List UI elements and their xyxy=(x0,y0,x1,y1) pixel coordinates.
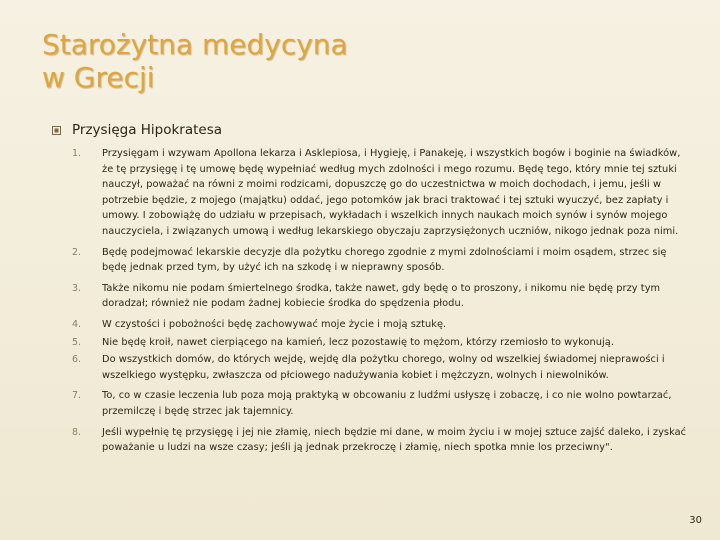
title-line-1: Starożytna medycyna xyxy=(42,28,348,61)
item-number: 2. xyxy=(72,246,82,258)
item-text: Nie będę kroił, nawet cierpiącego na kamień, lecz pozostawię to mężom, którzy rzemiosło to wykonują. xyxy=(102,336,615,348)
oath-list xyxy=(72,146,692,461)
list-item xyxy=(72,388,692,419)
item-number: 5. xyxy=(72,336,82,348)
item-text: Jeśli wypełnię tę przysięgę i jej nie złamię, niech będzie mi dane, w moim życiu i w mojej sztuce zajść daleko, i zyskać poważanie u ludzi na wsze czasy; jeśli ją jednak przekroczę i złamię, niech spotka mnie los przeciwny". xyxy=(102,426,687,454)
item-number: 7. xyxy=(72,390,82,402)
bullet-heading-row xyxy=(52,122,222,138)
list-item xyxy=(72,146,692,240)
item-number: 1. xyxy=(72,148,82,159)
title-line-2: w Grecji xyxy=(42,61,155,94)
oath-heading: Przysięga Hipokratesa xyxy=(72,122,223,138)
list-item xyxy=(72,335,692,351)
bullet-icon xyxy=(52,126,61,135)
item-number: 3. xyxy=(72,282,82,294)
list-item xyxy=(72,245,692,276)
list-item xyxy=(72,425,692,456)
item-text: Do wszystkich domów, do których wejdę, wejdę dla pożytku chorego, wolny od wszelkiej świadomej nieprawości i wszelkiego występku, zwłaszcza od płciowego nadużywania kobiet i mężczyzn, wolnych i niewolników. xyxy=(102,354,665,381)
bullet-icon-svg xyxy=(52,126,61,135)
item-number: 4. xyxy=(72,318,82,330)
item-text: Także nikomu nie podam śmiertelnego środka, także nawet, gdy będę o to proszony, i nikomu nie będę przy tym doradzał; również nie podam żadnej kobiecie środka do spędzenia płodu. xyxy=(102,282,661,310)
item-text: Będę podejmować lekarskie decyzje dla pożytku chorego zgodnie z mymi zdolnościami i moim osądem, strzec się będę jednak przed tym, by użyć ich na szkodę i w nieprawny sposób. xyxy=(102,246,667,274)
list-item xyxy=(72,352,692,383)
slide-title xyxy=(42,28,348,94)
item-text: To, co w czasie leczenia lub poza moją praktyką w obcowaniu z ludźmi usłyszę i zobaczę, i co nie wolno powtarzać, przemilczę i będę strzec jak tajemnicy. xyxy=(102,390,672,417)
list-item xyxy=(72,281,692,312)
item-text: Przysięgam i wzywam Apollona lekarza i Asklepiosa, i Hygieję, i Panakeję, i wszystkich bogów i boginie na świadków, że tę przysięgę i tę umowę będę wypełniać według mych zdolności i mego rozumu. Będę tego, który mnie tej sztuki nauczył, poważać na równi z moimi rodzicami, dopuszczę go do uczestnictwa w moich dochodach, i jemu, jeśli w potrzebie będzie, z mojego (majątku) oddać, jego potomków jak braci traktować i tej sztuki wyuczyć, bez zapłaty i umowy. I zobowiążę do udziału w przepisach, wykładach i wszelkich innych naukach moich synów i synów mojego nauczyciela, i związanych umową i według lekarskiego obyczaju zaprzysiężonych uczniów, nikogo jednak poza nimi. xyxy=(102,148,681,237)
item-number: 6. xyxy=(72,354,82,366)
item-text: W czystości i pobożności będę zachowywać moje życie i moją sztukę. xyxy=(102,318,447,330)
page-number: 30 xyxy=(689,515,702,526)
list-item xyxy=(72,317,692,333)
item-number: 8. xyxy=(72,426,82,438)
